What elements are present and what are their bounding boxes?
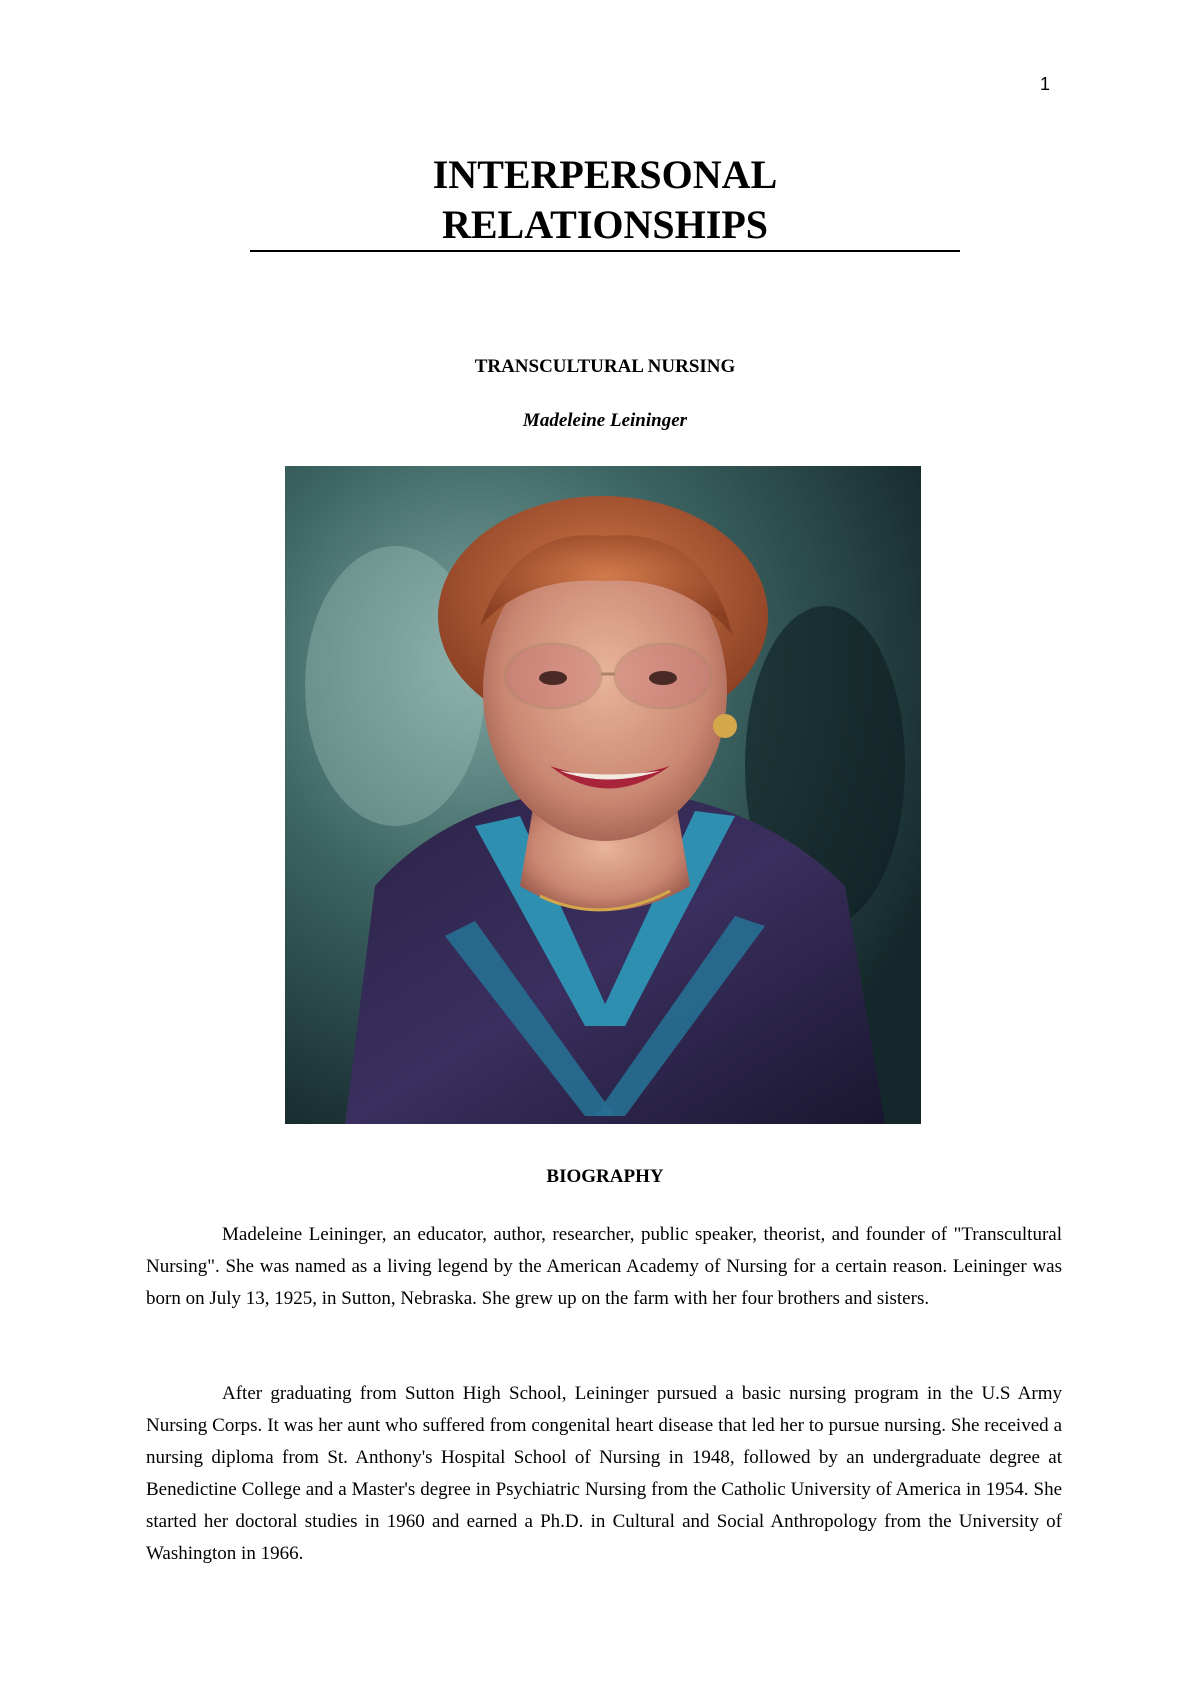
title-line-1: INTERPERSONAL: [432, 152, 778, 197]
biography-heading: BIOGRAPHY: [546, 1166, 664, 1187]
title-underline: [250, 250, 960, 252]
document-title: [250, 150, 960, 250]
biography-paragraph-1: Madeleine Leininger, an educator, author, researcher, public speaker, theorist, and founder of "Transcultural Nursing". She was named as a living legend by the American Academy of Nursing for a certain reason. Leininger was born on July 13, 1925, in Sutton, Nebraska. She grew up on the farm with her four brothers and sisters.: [146, 1224, 1062, 1309]
author-portrait: [285, 466, 921, 1124]
biography-paragraph-2: After graduating from Sutton High School, Leininger pursued a basic nursing program in the U.S Army Nursing Corps. It was her aunt who suffered from congenital heart disease that led her to pursue nursing. She received a nursing diploma from St. Anthony's Hospital School of Nursing in 1948, followed by an undergraduate degree at Benedictine College and a Master's degree in Psychiatric Nursing from the Catholic University of America in 1954. She started her doctoral studies in 1960 and earned a Ph.D. in Cultural and Social Anthropology from the University of Washington in 1966.: [146, 1383, 1062, 1564]
page-number: 1: [1040, 74, 1051, 94]
section-heading: TRANSCULTURAL NURSING: [474, 356, 736, 377]
author-name: Madeleine Leininger: [522, 410, 688, 431]
title-line-2: RELATIONSHIPS: [441, 202, 768, 247]
